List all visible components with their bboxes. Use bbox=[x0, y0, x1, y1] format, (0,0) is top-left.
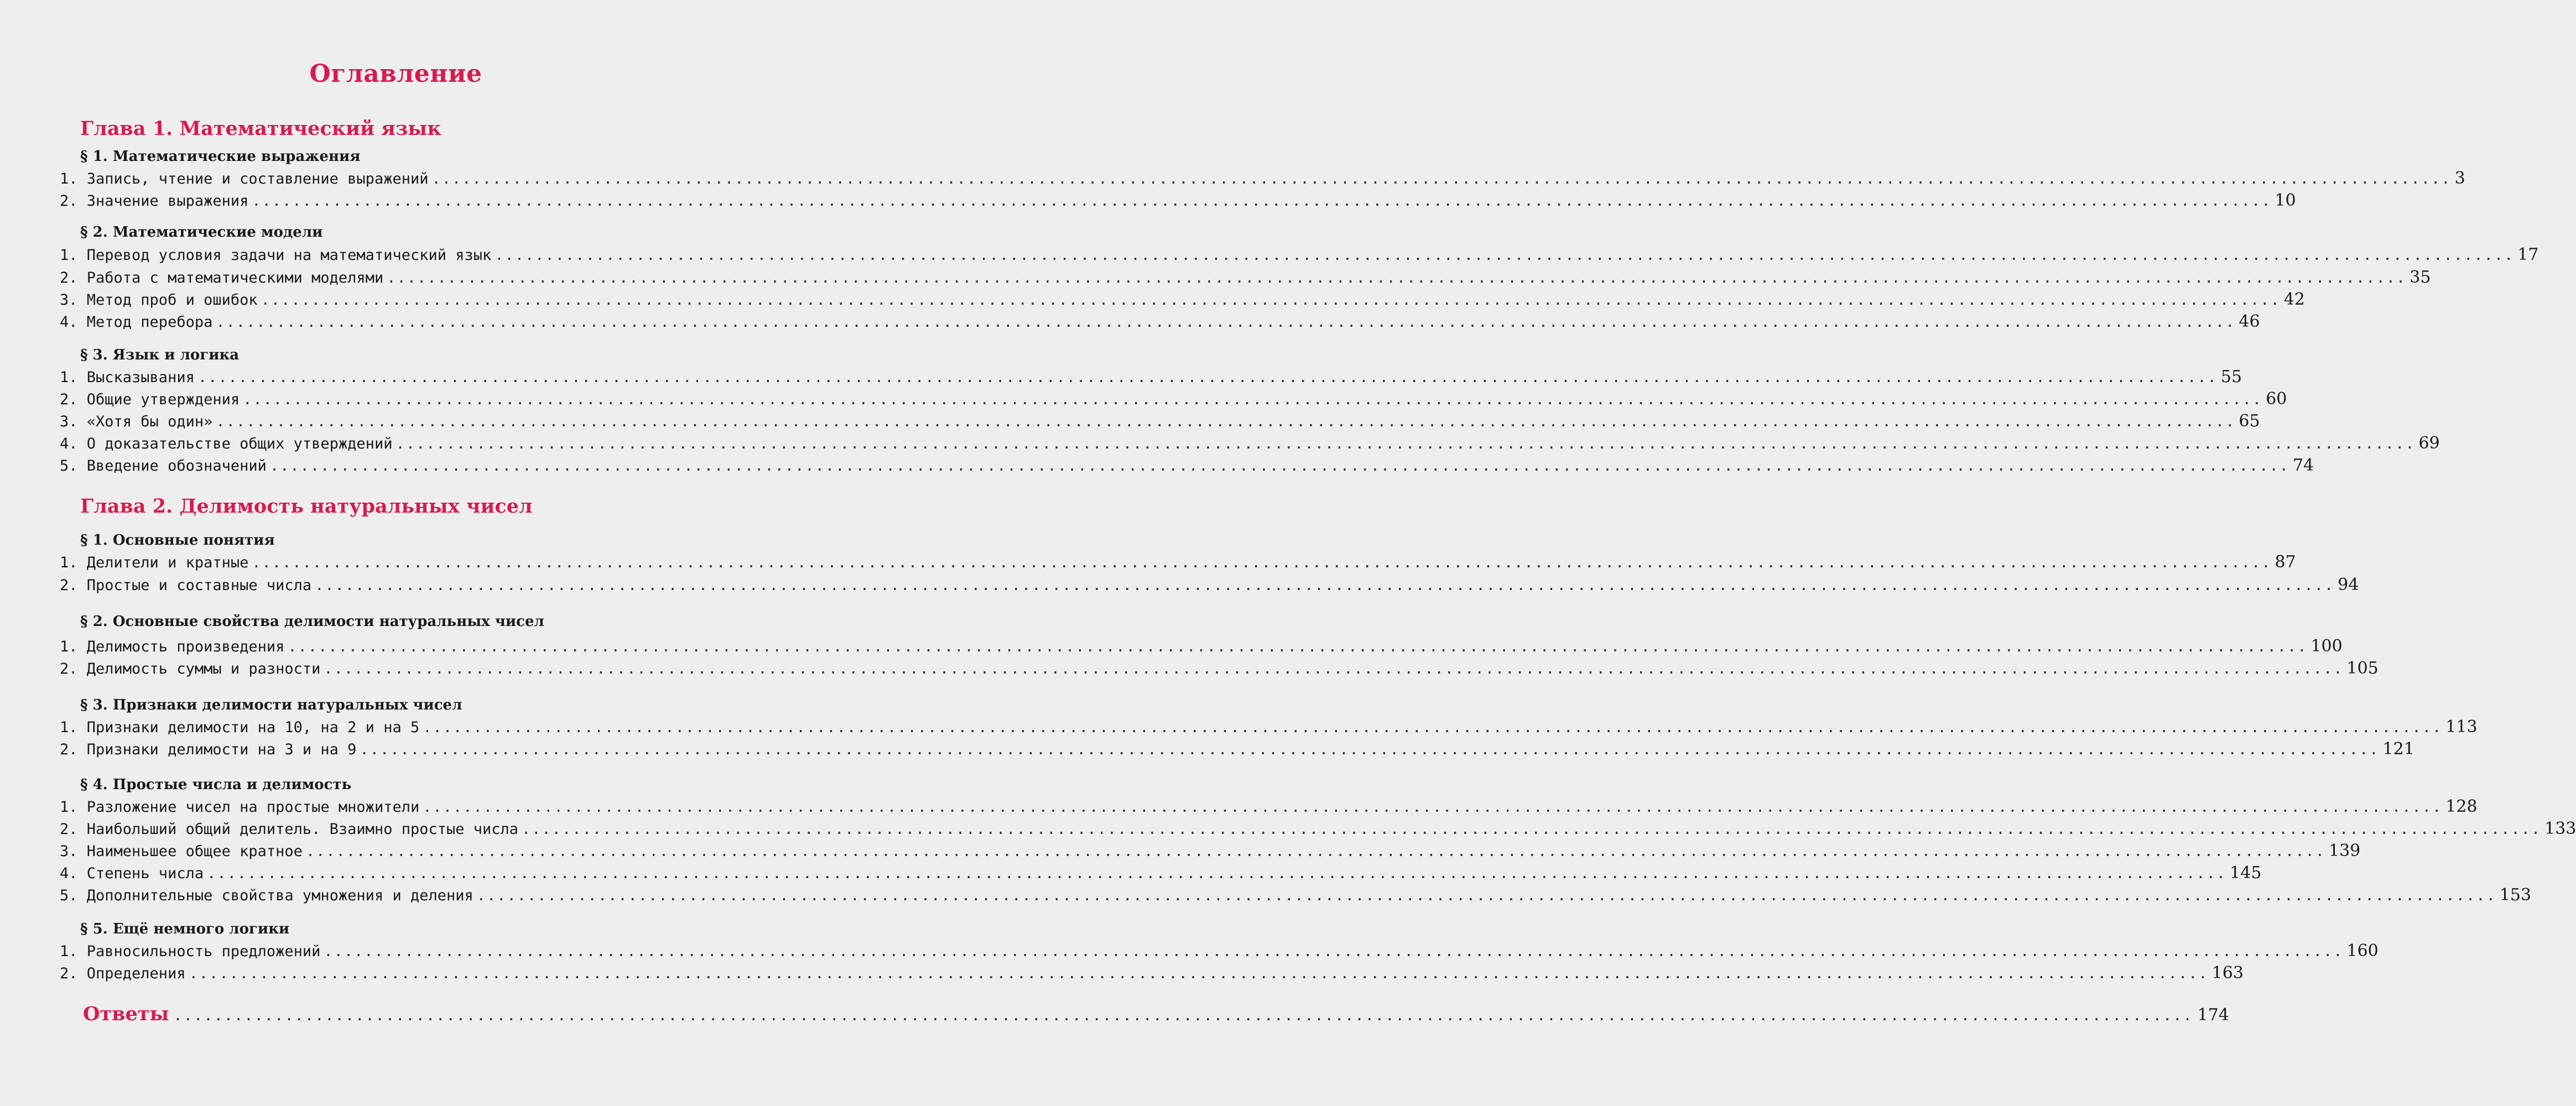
toc-entry[interactable] bbox=[60, 268, 2431, 290]
entry-page: 65 bbox=[2239, 411, 2260, 431]
chapter-title: Глава 1. Математический язык bbox=[80, 117, 441, 140]
entry-label: 5. Дополнительные свойства умножения и деления bbox=[60, 887, 473, 904]
leader-dots: ........................................................................................................................................................................................................ bbox=[216, 413, 2236, 430]
leader-dots: ........................................................................................................................................................................................................ bbox=[216, 314, 2236, 331]
entry-page: 145 bbox=[2230, 863, 2262, 883]
entry-label: 1. Высказывания bbox=[60, 369, 195, 386]
toc-entry[interactable] bbox=[60, 191, 2296, 213]
leader-dots: ........................................................................................................................................................................................................ bbox=[522, 821, 2542, 838]
section-title: § 2. Математические модели bbox=[80, 224, 323, 241]
toc-entry[interactable] bbox=[60, 552, 2296, 575]
toc-entry[interactable] bbox=[60, 637, 2343, 659]
toc-entry[interactable] bbox=[60, 411, 2260, 434]
entry-page: 35 bbox=[2410, 268, 2431, 287]
entry-label: 4. О доказательстве общих утверждений bbox=[60, 435, 393, 452]
leader-dots: ........................................................................................................................................................................................................ bbox=[495, 247, 2515, 264]
entry-label: 3. Метод проб и ошибок bbox=[60, 291, 258, 309]
entry-page: 113 bbox=[2445, 717, 2478, 737]
leader-dots: ........................................................................................................................................................................................................ bbox=[315, 577, 2335, 594]
entry-label: 1. Запись, чтение и составление выражений bbox=[60, 170, 429, 187]
section-title: § 2. Основные свойства делимости натуральных чисел bbox=[80, 613, 544, 630]
entry-page: 163 bbox=[2211, 963, 2244, 983]
section-title: § 3. Признаки делимости натуральных чисел bbox=[80, 697, 462, 713]
toc-entry[interactable] bbox=[60, 739, 2414, 761]
leader-dots: ........................................................................................................................................................................................................ bbox=[197, 369, 2218, 386]
toc-entry[interactable] bbox=[60, 963, 2244, 985]
section-title: § 3. Язык и логика bbox=[80, 347, 240, 363]
entry-label: 5. Введение обозначений bbox=[60, 457, 267, 474]
leader-dots: ........................................................................................................................................................................................................ bbox=[324, 660, 2344, 677]
entry-page: 60 bbox=[2266, 389, 2287, 409]
entry-label: 1. Равносильность предложений bbox=[60, 943, 321, 960]
toc-entry[interactable] bbox=[60, 169, 2465, 191]
leader-dots: ........................................................................................................................................................................................................ bbox=[387, 269, 2407, 286]
toc-entry[interactable] bbox=[60, 389, 2287, 411]
leader-dots: ........................................................................................................................................................................................................ bbox=[305, 843, 2325, 860]
toc-entry[interactable] bbox=[60, 312, 2260, 334]
entry-page: 17 bbox=[2517, 245, 2539, 264]
entry-page: 74 bbox=[2292, 456, 2314, 475]
toc-entry-answers[interactable] bbox=[83, 1003, 2229, 1025]
entry-page: 128 bbox=[2445, 797, 2478, 816]
toc-entry[interactable] bbox=[60, 717, 2478, 739]
leader-dots: ........................................................................................................................................................................................................ bbox=[423, 719, 2443, 736]
entry-label: 2. Простые и составные числа bbox=[60, 577, 312, 594]
leader-dots: ........................................................................................................................................................................................................ bbox=[476, 887, 2496, 904]
entry-page: 69 bbox=[2418, 434, 2440, 453]
entry-label: 3. Наименьшее общее кратное bbox=[60, 843, 303, 860]
toc-entry[interactable] bbox=[60, 885, 2532, 907]
entry-label: 4. Метод перебора bbox=[60, 314, 213, 331]
entry-page: 139 bbox=[2328, 841, 2361, 860]
toc-entry[interactable] bbox=[60, 941, 2379, 963]
chapter-title: Глава 2. Делимость натуральных чисел bbox=[80, 495, 533, 518]
section-title: § 1. Математические выражения bbox=[80, 148, 361, 165]
entry-label: 2. Признаки делимости на 3 и на 9 bbox=[60, 741, 357, 758]
leader-dots: ........................................................................................................................................................................................................ bbox=[324, 943, 2344, 960]
entry-label: 2. Общие утверждения bbox=[60, 391, 240, 408]
entry-page: 133 bbox=[2544, 819, 2576, 838]
entry-label: 2. Наибольший общий делитель. Взаимно простые числа bbox=[60, 821, 519, 838]
section-title: § 1. Основные понятия bbox=[80, 532, 275, 549]
entry-page: 105 bbox=[2346, 659, 2379, 678]
toc-entry[interactable] bbox=[60, 456, 2314, 478]
entry-label: 2. Работа с математическими моделями bbox=[60, 269, 384, 286]
leader-dots: ........................................................................................................................................................................................................ bbox=[269, 457, 2289, 474]
leader-dots: ........................................................................................................................................................................................................ bbox=[243, 391, 2263, 408]
entry-page: 55 bbox=[2220, 367, 2242, 387]
toc-entry[interactable] bbox=[60, 367, 2242, 389]
leader-dots: ........................................................................................................................................................................................................ bbox=[207, 865, 2227, 882]
entry-page: 46 bbox=[2239, 312, 2260, 331]
entry-page: 94 bbox=[2338, 575, 2359, 594]
answers-label: Ответы bbox=[83, 1003, 169, 1025]
section-title: § 5. Ещё немного логики bbox=[80, 921, 290, 937]
toc-entry[interactable] bbox=[60, 434, 2440, 456]
entry-page: 3 bbox=[2454, 169, 2465, 188]
leader-dots: ........................................................................................................................................................................................................ bbox=[252, 192, 2272, 210]
leader-dots: ........................................................................................................................................................................................................ bbox=[360, 741, 2380, 758]
toc-entry[interactable] bbox=[60, 819, 2576, 841]
toc-entry[interactable] bbox=[60, 863, 2262, 885]
toc-entry[interactable] bbox=[60, 659, 2379, 681]
toc-entry[interactable] bbox=[60, 290, 2305, 312]
entry-page: 100 bbox=[2310, 637, 2343, 656]
section-title: § 4. Простые числа и делимость bbox=[80, 776, 352, 793]
entry-page: 153 bbox=[2499, 885, 2532, 905]
entry-label: 2. Определения bbox=[60, 965, 186, 982]
entry-label: 1. Перевод условия задачи на математический язык bbox=[60, 247, 492, 264]
page-title: Оглавление bbox=[309, 60, 482, 88]
leader-dots: ........................................................................................................................................................................................................ bbox=[261, 291, 2281, 309]
entry-label: 1. Разложение чисел на простые множители bbox=[60, 799, 420, 816]
leader-dots: ........................................................................................................................................................................................................ bbox=[288, 638, 2308, 655]
leader-dots: ........................................................................................................................................................................................................ bbox=[252, 554, 2272, 571]
entry-page: 42 bbox=[2283, 290, 2305, 309]
entry-label: 3. «Хотя бы один» bbox=[60, 413, 213, 430]
entry-page: 160 bbox=[2346, 941, 2379, 961]
toc-entry[interactable] bbox=[60, 575, 2359, 597]
entry-label: 4. Степень числа bbox=[60, 865, 204, 882]
entry-page: 121 bbox=[2382, 739, 2414, 759]
leader-dots: ........................................................................................................................................................................................................ bbox=[189, 965, 2209, 982]
leader-dots: ........................................................................................................................................................................................................ bbox=[431, 170, 2452, 187]
entry-page: 87 bbox=[2275, 552, 2296, 572]
entry-label: 2. Значение выражения bbox=[60, 192, 249, 210]
entry-label: 2. Делимость суммы и разности bbox=[60, 660, 321, 677]
toc-entry[interactable] bbox=[60, 797, 2478, 819]
toc-entry[interactable] bbox=[60, 841, 2361, 863]
toc-entry[interactable] bbox=[60, 245, 2539, 267]
answers-page: 174 bbox=[2197, 1005, 2229, 1025]
entry-label: 1. Делители и кратные bbox=[60, 554, 249, 571]
leader-dots: ........................................................................................................................................................................................................ bbox=[423, 799, 2443, 816]
leader-dots: ........................................................................................................................................................................................................ bbox=[173, 1007, 2193, 1024]
leader-dots: ........................................................................................................................................................................................................ bbox=[395, 435, 2416, 452]
entry-label: 1. Признаки делимости на 10, на 2 и на 5 bbox=[60, 719, 420, 736]
entry-page: 10 bbox=[2275, 191, 2296, 210]
entry-label: 1. Делимость произведения bbox=[60, 638, 285, 655]
